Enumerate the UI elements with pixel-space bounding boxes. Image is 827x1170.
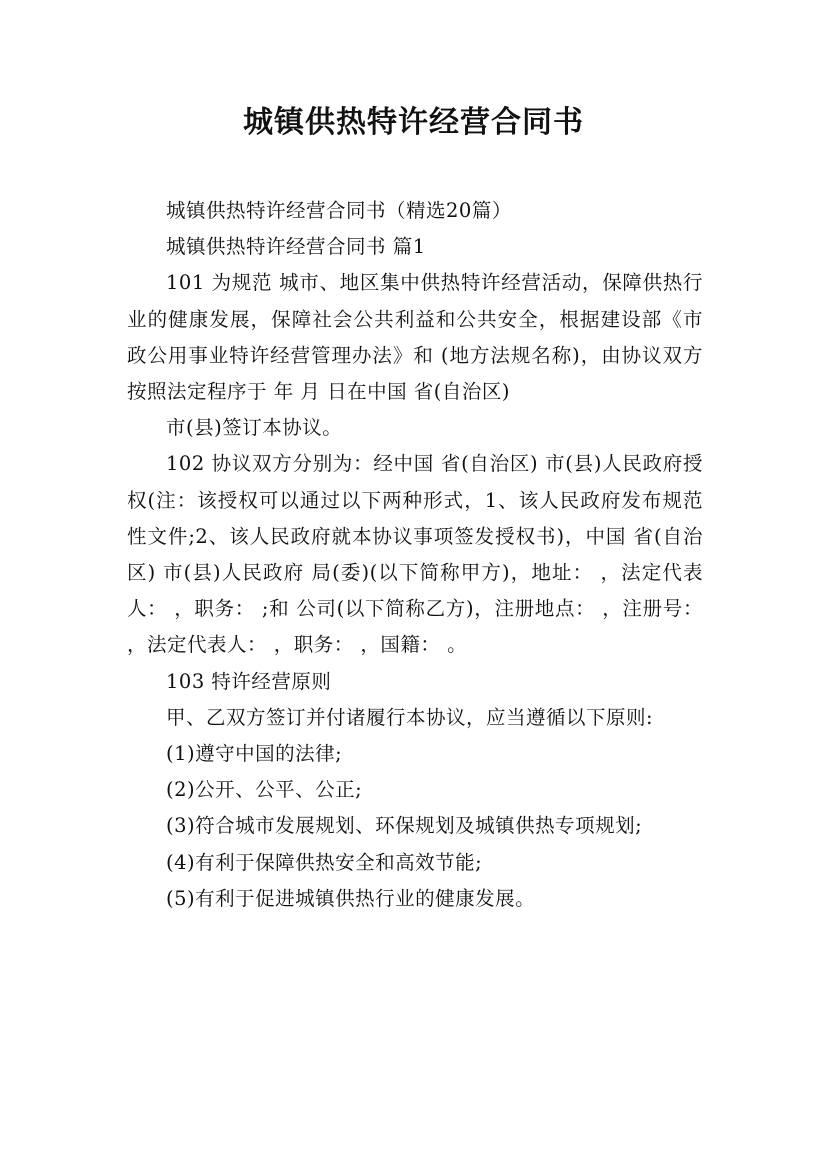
- paragraph-section-heading: 城镇供热特许经营合同书 篇1: [166, 235, 426, 259]
- paragraph-article-101-continued: 市(县)签订本协议。: [166, 416, 343, 440]
- paragraph-article-102: 102 协议双方分别为：经中国 省(自治区) 市(县)人民政府授权(注：该授权可以通过以下两种形式，1、该人民政府发布规范性文件;2、该人民政府就本协议事项签发授权书)，中国 省(自治区) 市(县)人民政府 局(委)(以下简称甲方)，地址： ，法定代表人： ，职务： ;和 公司(以下简称乙方)，注册地点： ，注册号： ，法定代表人： ，职务： ，国籍： 。: [127, 452, 703, 657]
- paragraph-principle-3: (3)符合城市发展规划、环保规划及城镇供热专项规划;: [166, 814, 643, 838]
- paragraph-principle-1: (1)遵守中国的法律;: [166, 742, 343, 766]
- paragraph-principle-4: (4)有利于保障供热安全和高效节能;: [166, 850, 483, 874]
- document-title: 城镇供热特许经营合同书: [243, 105, 584, 140]
- paragraph-article-101: 101 为规范 城市、地区集中供热特许经营活动，保障供热行业的健康发展，保障社会公共利益和公共安全，根据建设部《市政公用事业特许经营管理办法》和 (地方法规名称)，由协议双方按照法定程序于 年 月 日在中国 省(自治区): [127, 271, 703, 404]
- paragraph-article-103-heading: 103 特许经营原则: [166, 669, 332, 693]
- paragraph-principle-5: (5)有利于促进城镇供热行业的健康发展。: [166, 886, 536, 910]
- document-body: [127, 193, 703, 917]
- paragraph-principle-2: (2)公开、公平、公正;: [166, 778, 363, 802]
- paragraph-subtitle: 城镇供热特许经营合同书（精选20篇）: [166, 199, 512, 222]
- paragraph-principles-intro: 甲、乙双方签订并付诸履行本协议，应当遵循以下原则:: [166, 705, 654, 729]
